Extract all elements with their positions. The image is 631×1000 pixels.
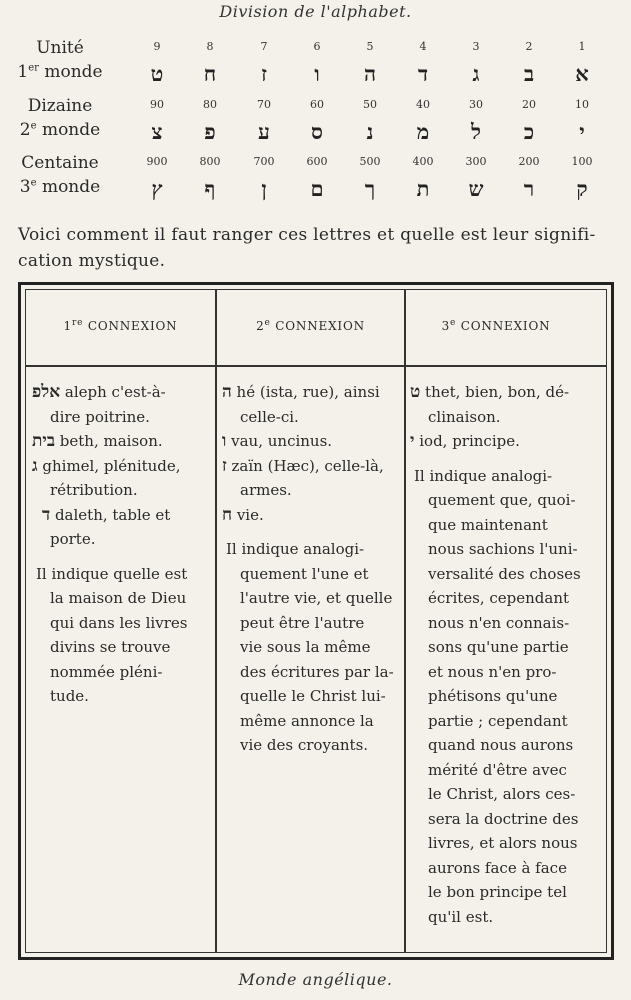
row-label-hundreds: Centaine xyxy=(21,153,99,173)
col1-text-line: divins se trouve xyxy=(50,638,171,656)
header-divider xyxy=(26,365,606,367)
col2-text-line: quement l'une et xyxy=(240,564,369,583)
grid-number: 900 xyxy=(146,155,168,168)
col3-text-line: qu'il est. xyxy=(428,907,494,926)
grid-number: 60 xyxy=(310,98,324,111)
grid-hebrew-letter: ה xyxy=(363,61,377,86)
grid-hebrew-letter: ז xyxy=(261,61,267,86)
row-label-world-1: 1er monde xyxy=(17,62,103,82)
grid-number: 700 xyxy=(253,155,275,168)
grid-hebrew-letter: כ xyxy=(523,119,535,144)
grid-hebrew-letter: צ xyxy=(151,119,163,144)
col2-text-line: l'autre vie, et quelle xyxy=(240,589,393,607)
grid-number: 1 xyxy=(578,40,586,53)
grid-hebrew-letter: ם xyxy=(310,176,324,201)
entry-iod: י iod, principe. xyxy=(410,431,520,451)
grid-number: 70 xyxy=(257,98,271,111)
grid-hebrew-letter: ק xyxy=(576,176,588,201)
column-header-2: 2e CONNEXION xyxy=(256,318,365,333)
entry-vau: ו vau, uncinus. xyxy=(222,431,333,451)
col3-text-line: mérité d'être avec xyxy=(428,760,567,779)
entry-thet-cont: clinaison. xyxy=(428,407,501,426)
col3-text-line: et nous n'en pro- xyxy=(428,662,557,681)
grid-number: 3 xyxy=(472,40,480,53)
grid-number: 500 xyxy=(359,155,381,168)
col3-text-line: aurons face à face xyxy=(428,858,567,877)
row-label-units: Unité xyxy=(36,38,84,58)
col2-text-line: des écritures par la- xyxy=(240,662,394,681)
page-footer-title: Monde angélique. xyxy=(238,970,393,989)
row-label-world-2: 2e monde xyxy=(19,120,101,140)
grid-number: 40 xyxy=(416,98,430,111)
grid-number: 8 xyxy=(206,40,214,53)
col3-text-line: quand nous aurons xyxy=(428,736,574,754)
grid-number: 2 xyxy=(525,40,533,53)
grid-hebrew-letter: ף xyxy=(204,176,216,201)
column-1-content xyxy=(32,380,210,709)
grid-hebrew-letter: ן xyxy=(261,176,267,201)
grid-hebrew-letter: מ xyxy=(416,119,430,144)
grid-hebrew-letter: ע xyxy=(258,119,270,144)
col3-text-line: nous n'en connais- xyxy=(428,613,570,632)
intro-line-2: cation mystique. xyxy=(18,251,166,271)
col3-text-line: livres, et alors nous xyxy=(428,834,578,852)
grid-number: 5 xyxy=(366,40,374,53)
page-header-title: Division de l'alphabet. xyxy=(219,2,412,21)
entry-heth: ח vie. xyxy=(222,504,264,525)
grid-hebrew-letter: ץ xyxy=(151,176,163,201)
col3-text-line: le Christ, alors ces- xyxy=(428,785,576,803)
entry-thet: ט thet, bien, bon, dé- xyxy=(410,382,570,402)
grid-hebrew-letter: י xyxy=(579,119,585,144)
grid-hebrew-letter: ח xyxy=(203,61,217,86)
entry-ghimel: ג ghimel, plénitude, xyxy=(32,455,181,476)
grid-number: 9 xyxy=(153,40,161,53)
grid-number: 800 xyxy=(199,155,221,168)
col3-text-line: sons qu'une partie xyxy=(428,638,569,656)
grid-number: 6 xyxy=(313,40,321,53)
grid-hebrew-letter: ת xyxy=(416,176,430,201)
entry-daleth-cont: porte. xyxy=(50,530,96,548)
column-3-content xyxy=(410,380,586,929)
grid-hebrew-letter: ל xyxy=(471,119,481,144)
grid-number: 80 xyxy=(203,98,217,111)
col3-text-line: quement que, quoi- xyxy=(428,491,576,509)
col2-text-line: quelle le Christ lui- xyxy=(240,687,386,705)
grid-number: 20 xyxy=(522,98,536,111)
grid-hebrew-letter: פ xyxy=(204,119,216,144)
entry-he: ה hé (ista, rue), ainsi xyxy=(222,382,380,402)
col2-text-line: même annonce la xyxy=(240,711,374,730)
grid-hebrew-letter: ט xyxy=(150,61,164,86)
grid-number: 200 xyxy=(518,155,540,168)
grid-number: 100 xyxy=(571,155,593,168)
col3-text-line: nous sachions l'uni- xyxy=(428,540,578,558)
grid-hebrew-letter: א xyxy=(575,61,589,86)
grid-hebrew-letter: ס xyxy=(311,119,323,144)
grid-number: 300 xyxy=(465,155,487,168)
entry-ghimel-cont: rétribution. xyxy=(50,481,138,499)
grid-number: 4 xyxy=(419,40,427,53)
col3-text-line: partie ; cependant xyxy=(428,711,568,730)
intro-line-1: Voici comment il faut ranger ces lettres et quelle est leur signifi- xyxy=(18,225,596,245)
col3-text-line: que maintenant xyxy=(428,515,548,534)
col2-text-line: Il indique analogi- xyxy=(226,540,365,558)
col1-text-line: nommée pléni- xyxy=(50,662,163,681)
intro-paragraph xyxy=(18,222,622,274)
grid-hebrew-letter: ב xyxy=(523,61,535,86)
connexion-table xyxy=(18,282,614,960)
grid-number: 600 xyxy=(306,155,328,168)
grid-hebrew-letter: ך xyxy=(364,176,376,201)
entry-aleph: אלפ aleph c'est-à- xyxy=(32,382,166,402)
row-label-world-3: 3e monde xyxy=(19,177,101,197)
col1-text-line: tude. xyxy=(50,687,89,705)
column-header-3: 3e CONNEXION xyxy=(441,318,551,333)
grid-hebrew-letter: ש xyxy=(468,176,484,201)
entry-he-cont: celle-ci. xyxy=(240,407,299,426)
col1-text-line: la maison de Dieu xyxy=(50,589,187,607)
grid-number: 10 xyxy=(575,98,589,111)
grid-hebrew-letter: ו xyxy=(314,61,320,86)
entry-daleth: ד daleth, table et xyxy=(42,504,171,525)
col3-text-line: versalité des choses xyxy=(428,564,581,583)
column-divider-2 xyxy=(404,290,406,952)
column-2-content xyxy=(222,380,400,758)
entry-zain: ז zaïn (Hæc), celle-là, xyxy=(222,455,384,476)
col2-text-line: vie sous la même xyxy=(240,638,371,656)
row-label-tens: Dizaine xyxy=(27,96,93,116)
grid-hebrew-letter: נ xyxy=(366,119,374,144)
entry-aleph-cont: dire poitrine. xyxy=(50,407,150,426)
col3-text-line: Il indique analogi- xyxy=(414,466,553,485)
col2-text-line: vie des croyants. xyxy=(240,736,369,754)
grid-hebrew-letter: ג xyxy=(472,61,480,86)
entry-beth: בית beth, maison. xyxy=(32,431,163,451)
entry-zain-cont: armes. xyxy=(240,481,292,499)
grid-hebrew-letter: ר xyxy=(523,176,535,201)
grid-number: 50 xyxy=(363,98,377,111)
grid-number: 400 xyxy=(412,155,434,168)
grid-number: 7 xyxy=(260,40,268,53)
col3-text-line: sera la doctrine des xyxy=(428,809,579,828)
connexion-table-inner xyxy=(25,289,607,953)
col2-text-line: peut être l'autre xyxy=(240,613,365,632)
grid-number: 30 xyxy=(469,98,483,111)
column-divider-1 xyxy=(215,290,217,952)
column-header-1: 1re CONNEXION xyxy=(63,318,178,333)
col1-text-line: qui dans les livres xyxy=(50,613,188,632)
grid-number: 90 xyxy=(150,98,164,111)
col3-text-line: écrites, cependant xyxy=(428,589,570,607)
col3-text-line: le bon principe tel xyxy=(428,883,567,901)
col3-text-line: phétisons qu'une xyxy=(428,687,558,705)
col1-text-line: Il indique quelle est xyxy=(36,564,188,583)
grid-hebrew-letter: ד xyxy=(417,61,429,86)
